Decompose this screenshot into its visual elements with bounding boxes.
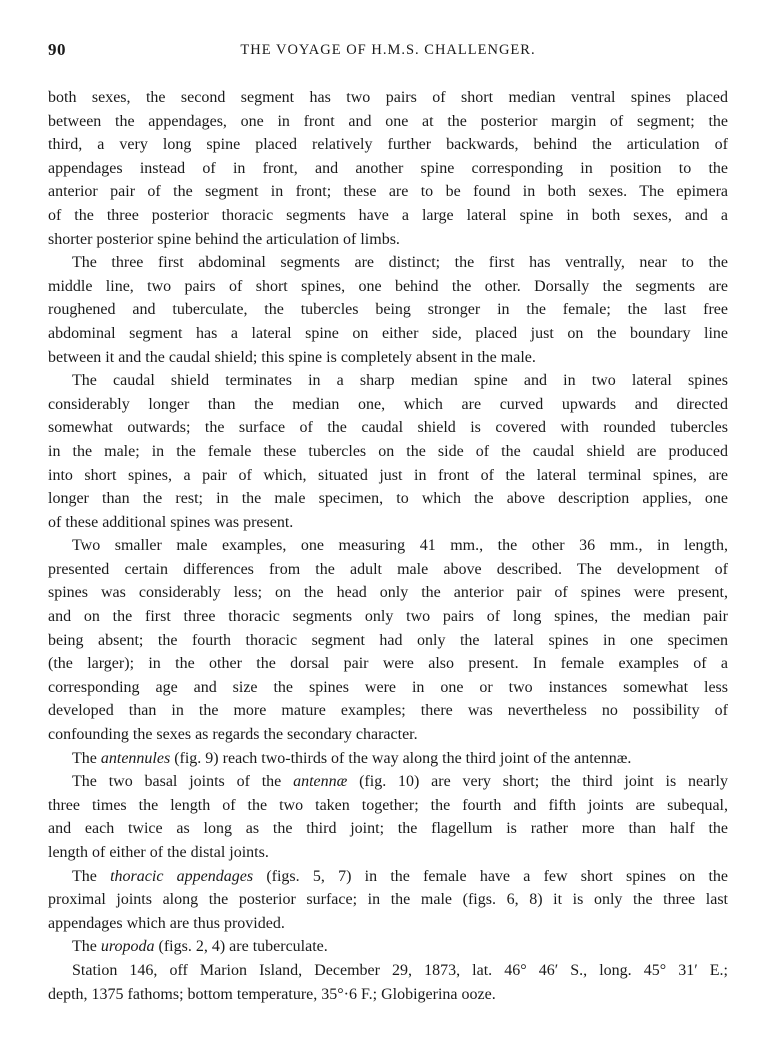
paragraph (48, 959, 728, 1006)
text-line: depth, 1375 fathoms; bottom temperature, 35°·6 F.; Globigerina ooze. (48, 985, 496, 1003)
text-line: into short spines, a pair of which, situated just in front of the lateral terminal spines, are (48, 466, 728, 484)
text-segment: The (72, 938, 101, 956)
text-line: and on the first three thoracic segments only two pairs of long spines, the median pair (48, 608, 728, 626)
text-line (48, 770, 728, 794)
text-segment: appendages which are thus provided. (48, 914, 285, 932)
text-line (48, 817, 728, 841)
paragraph (48, 534, 728, 746)
text-line: being absent; the fourth thoracic segment had only the lateral spines in one specimen (48, 631, 728, 649)
italic-term: antennules (100, 749, 171, 767)
text-line (48, 865, 728, 889)
text-line: (the larger); in the other the dorsal pair were also present. In female examples of a (48, 655, 728, 673)
text-line: somewhat outwards; the surface of the caudal shield is covered with rounded tubercles (48, 419, 728, 437)
text-line (48, 888, 728, 912)
text-line (48, 747, 728, 771)
text-line: Two smaller male examples, one measuring 41 mm., the other 36 mm., in length, (72, 537, 728, 555)
text-line: appendages instead of in front, and another spine corresponding in position to the (48, 159, 728, 177)
text-line: corresponding age and size the spines were in one or two instances somewhat less (48, 678, 728, 696)
text-line: shorter posterior spine behind the articulation of limbs. (48, 230, 400, 248)
paragraph (48, 86, 728, 251)
italic-term: thoracic appendages (110, 867, 254, 885)
text-line: in the male; in the female these tubercles on the side of the caudal shield are produced (48, 442, 728, 460)
text-line: both sexes, the second segment has two pairs of short median ventral spines placed (48, 89, 728, 106)
text-line: considerably longer than the median one, which are curved upwards and directed (48, 395, 728, 413)
paragraph (48, 770, 728, 864)
body-text (48, 86, 728, 1006)
text-line: roughened and tuberculate, the tubercles being stronger in the female; the last free (48, 301, 728, 319)
paragraph (48, 935, 728, 959)
text-segment: The two basal joints of the (72, 773, 294, 791)
text-segment: proximal joints along the posterior surface; in the male (figs. 6, 8) it is only the three last (48, 891, 728, 909)
text-line: middle line, two pairs of short spines, one behind the other. Dorsally the segments are (48, 277, 728, 295)
page (48, 40, 728, 1006)
paragraph (48, 865, 728, 936)
text-segment: (figs. 2, 4) are tuberculate. (154, 938, 328, 956)
text-line (48, 794, 728, 818)
paragraph (48, 369, 728, 534)
text-line: spines was considerably less; on the head only the anterior pair of spines were present, (48, 584, 728, 602)
text-segment: The (72, 867, 111, 885)
text-segment: and each twice as long as the third joint; the flagellum is rather more than half the (48, 820, 728, 838)
text-line: developed than in the more mature examples; there was nevertheless no possibility of (48, 702, 728, 720)
text-segment: three times the length of the two taken together; the fourth and fifth joints are subequal, (48, 796, 728, 814)
italic-term: antennæ (293, 773, 348, 791)
running-title: THE VOYAGE OF H.M.S. CHALLENGER. (240, 42, 536, 58)
italic-term: uropoda (100, 938, 155, 956)
text-line: anterior pair of the segment in front; these are to be found in both sexes. The epimera (48, 183, 728, 201)
text-line: longer than the rest; in the male specimen, to which the above description applies, one (48, 490, 728, 508)
text-line: of the three posterior thoracic segments have a large lateral spine in both sexes, and a (48, 206, 728, 224)
text-line (48, 841, 728, 865)
text-line: between it and the caudal shield; this spine is completely absent in the male. (48, 348, 536, 366)
text-line: between the appendages, one in front and one at the posterior margin of segment; the (48, 112, 728, 130)
text-line: The three first abdominal segments are distinct; the first has ventrally, near to the (72, 254, 728, 272)
text-line: of these additional spines was present. (48, 513, 294, 531)
paragraph (48, 251, 728, 369)
text-line: presented certain differences from the adult male above described. The development of (48, 560, 728, 578)
page-number: 90 (48, 40, 66, 59)
text-line (48, 912, 728, 936)
text-line: Station 146, off Marion Island, December 29, 1873, lat. 46° 46′ S., long. 45° 31′ E.; (72, 961, 728, 979)
text-line: confounding the sexes as regards the secondary character. (48, 726, 418, 744)
paragraph (48, 747, 728, 771)
text-segment: The (72, 749, 101, 767)
text-line: third, a very long spine placed relatively further backwards, behind the articulation of (48, 136, 728, 154)
text-line: abdominal segment has a lateral spine on either side, placed just on the boundary line (48, 324, 728, 342)
page-header (48, 40, 728, 66)
text-line (48, 935, 728, 959)
text-segment: (figs. 5, 7) in the female have a few short spines on the (253, 867, 729, 885)
text-line: The caudal shield terminates in a sharp median spine and in two lateral spines (72, 372, 728, 390)
text-segment: (fig. 9) reach two-thirds of the way along the third joint of the antennæ. (170, 749, 632, 767)
text-segment: (fig. 10) are very short; the third joint is nearly (347, 773, 728, 791)
text-segment: length of either of the distal joints. (48, 844, 269, 861)
